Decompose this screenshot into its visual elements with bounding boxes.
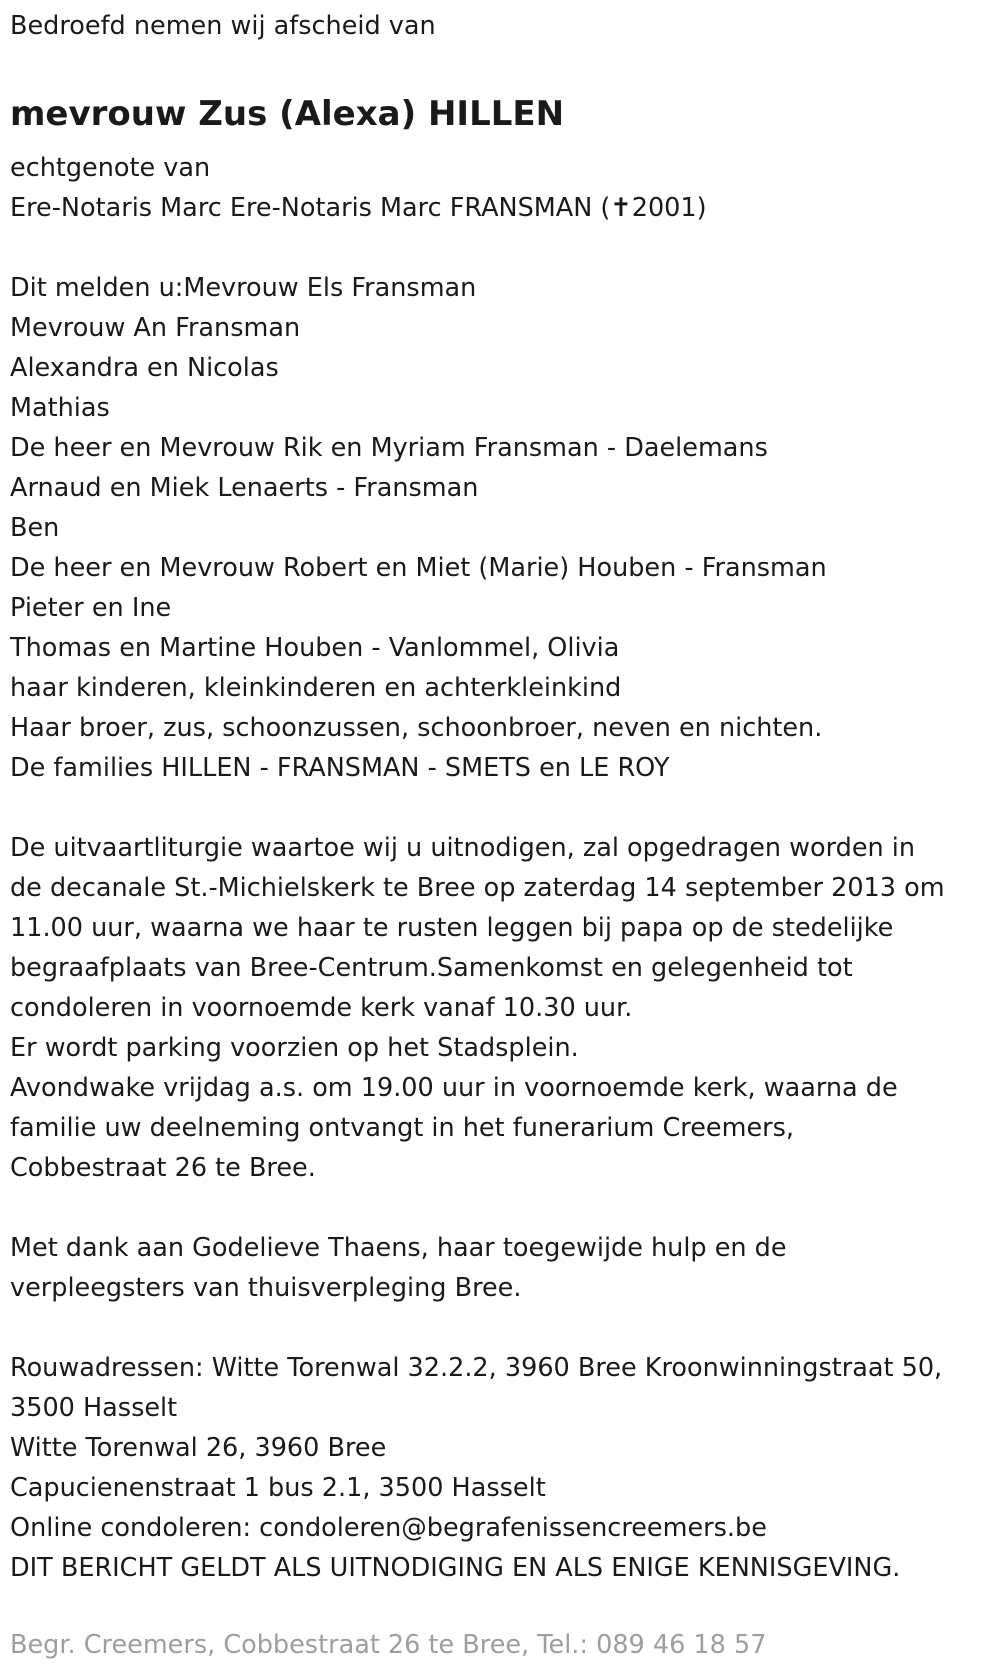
address-line: Rouwadressen: Witte Torenwal 32.2.2, 3960 Bree Kroonwinningstraat 50, (10, 1353, 943, 1383)
spacer (10, 788, 1000, 828)
family-line: Arnaud en Miek Lenaerts - Fransman (10, 473, 479, 503)
family-line: Mevrouw An Fransman (10, 313, 301, 343)
family-line: Dit melden u:Mevrouw Els Fransman (10, 273, 477, 303)
spouse-section (10, 148, 1000, 228)
intro-text: Bedroefd nemen wij afscheid van (10, 11, 436, 41)
ceremony-line: begraafplaats van Bree-Centrum.Samenkomst en gelegenheid tot (10, 953, 853, 983)
ceremony-line: 11.00 uur, waarna we haar te rusten leggen bij papa op de stedelijke (10, 913, 894, 943)
spouse-line: Ere-Notaris Marc Ere-Notaris Marc FRANSMAN (✝2001) (10, 193, 707, 223)
spacer (10, 1188, 1000, 1228)
family-line: De heer en Mevrouw Robert en Miet (Marie) Houben - Fransman (10, 553, 827, 583)
ceremony-section (10, 828, 1000, 1188)
ceremony-line: Er wordt parking voorzien op het Stadsplein. (10, 1033, 579, 1063)
thanks-line: verpleegsters van thuisverpleging Bree. (10, 1273, 522, 1303)
ceremony-line: familie uw deelneming ontvangt in het funerarium Creemers, (10, 1113, 795, 1143)
deceased-name: mevrouw Zus (Alexa) HILLEN (10, 94, 565, 134)
spacer (10, 1308, 1000, 1348)
family-line: Mathias (10, 393, 110, 423)
family-line: De families HILLEN - FRANSMAN - SMETS en LE ROY (10, 753, 670, 783)
family-line: Ben (10, 513, 60, 543)
online-condolence-line: Online condoleren: condoleren@begrafenissencreemers.be (10, 1513, 767, 1543)
spacer (10, 228, 1000, 268)
address-line: Witte Torenwal 26, 3960 Bree (10, 1433, 387, 1463)
ceremony-line: de decanale St.-Michielskerk te Bree op zaterdag 14 september 2013 om (10, 873, 945, 903)
thanks-line: Met dank aan Godelieve Thaens, haar toegewijde hulp en de (10, 1233, 787, 1263)
family-line: De heer en Mevrouw Rik en Myriam Fransman - Daelemans (10, 433, 768, 463)
family-section (10, 268, 1000, 788)
family-line: haar kinderen, kleinkinderen en achterkleinkind (10, 673, 622, 703)
address-line: 3500 Hasselt (10, 1393, 178, 1423)
family-line: Alexandra en Nicolas (10, 353, 279, 383)
spouse-line: echtgenote van (10, 153, 211, 183)
family-line: Pieter en Ine (10, 593, 172, 623)
funeral-home-footer: Begr. Creemers, Cobbestraat 26 te Bree, Tel.: 089 46 18 57 (10, 1630, 767, 1660)
ceremony-line: condoleren in voornoemde kerk vanaf 10.30 uur. (10, 993, 633, 1023)
thanks-section (10, 1228, 1000, 1308)
ceremony-line: De uitvaartliturgie waartoe wij u uitnodigen, zal opgedragen worden in (10, 833, 916, 863)
ceremony-line: Cobbestraat 26 te Bree. (10, 1153, 316, 1183)
address-section (10, 1348, 1000, 1588)
address-line: Capucienenstraat 1 bus 2.1, 3500 Hasselt (10, 1473, 546, 1503)
family-line: Thomas en Martine Houben - Vanlommel, Olivia (10, 633, 620, 663)
ceremony-line: Avondwake vrijdag a.s. om 19.00 uur in voornoemde kerk, waarna de (10, 1073, 898, 1103)
notice-statement: DIT BERICHT GELDT ALS UITNODIGING EN ALS ENIGE KENNISGEVING. (10, 1553, 901, 1583)
family-line: Haar broer, zus, schoonzussen, schoonbroer, neven en nichten. (10, 713, 823, 743)
